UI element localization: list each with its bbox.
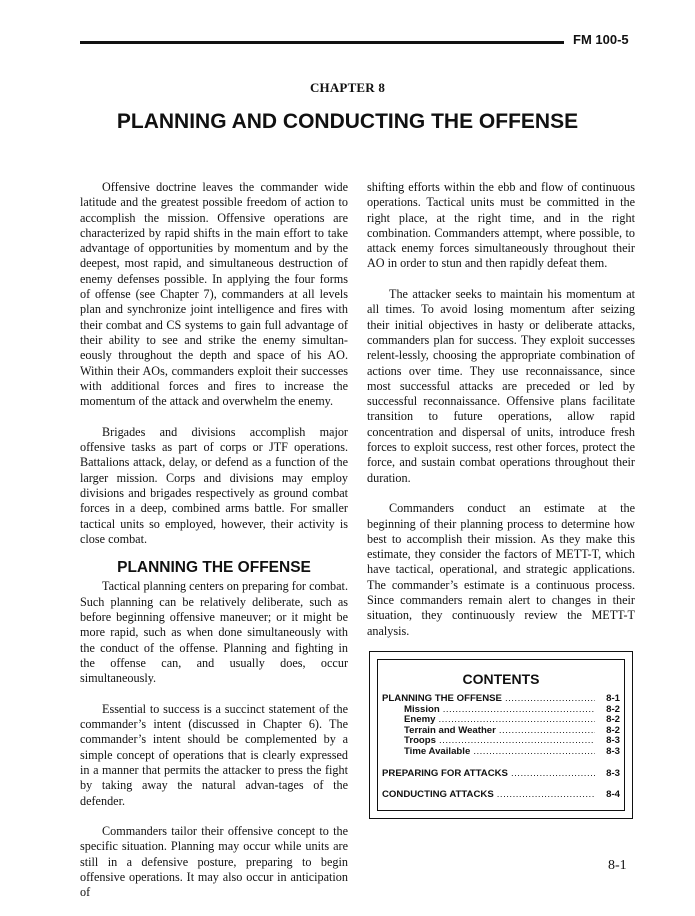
paragraph: Essential to success is a succinct statement of the commander’s intent (discussed in Chapter 6). The commander’s intent should be complemented by a simple concept of operations that is clearly expressed in a manner that permits the attacker to press the fight by taking away the natural advan-tages of the defender. <box>80 701 348 808</box>
toc-label: Enemy <box>404 714 436 726</box>
header-rule <box>80 41 564 44</box>
toc-label: Mission <box>404 703 440 715</box>
contents-title: CONTENTS <box>462 671 540 687</box>
table-of-contents <box>382 694 620 801</box>
toc-page: 8-3 <box>606 735 620 747</box>
toc-entry-planning[interactable] <box>382 694 620 705</box>
toc-entry-time[interactable] <box>382 747 620 758</box>
toc-page: 8-4 <box>606 789 620 801</box>
toc-leader-dots <box>499 726 595 737</box>
chapter-label: CHAPTER 8 <box>309 80 386 95</box>
toc-leader-dots <box>497 790 595 801</box>
toc-label: PREPARING FOR ATTACKS <box>382 767 508 779</box>
paragraph: shifting efforts within the ebb and flow of continuous operations. Tactical units must be committed in the right place, at the right time, and in the right combination. Commanders attempt, where possible, to attack enemy forces simultaneously throughout their AO in order to stun and then rapidly defeat them. <box>367 180 635 271</box>
toc-page: 8-3 <box>606 767 620 779</box>
toc-label: PLANNING THE OFFENSE <box>382 693 502 704</box>
toc-page: 8-1 <box>606 693 620 704</box>
toc-leader-dots <box>511 769 595 780</box>
toc-entry-conducting[interactable] <box>382 790 620 801</box>
toc-page: 8-2 <box>606 714 620 726</box>
paragraph: The attacker seeks to maintain his momentum at all times. To avoid losing momentum after seizing their initial objectives in hasty or deliberate attacks, commanders plan for success. They exploit successes relent-lessly, choosing the appropriate combination of actions over time. They use reconnaissance, since most successful attacks are preceded or led by successful reconnaissance. Offensive plans facilitate transition to future operations, allow rapid concentration and dispersal of units, introduce fresh forces to exploit success, rest other forces, protect the force, and sustain combat operations throughout their duration. <box>367 287 635 485</box>
page-number: 8-1 <box>608 858 627 873</box>
toc-leader-dots <box>473 747 595 758</box>
toc-label: Terrain and Weather <box>404 724 496 736</box>
toc-leader-dots <box>505 694 595 705</box>
toc-page: 8-2 <box>606 724 620 736</box>
paragraph: Offensive doctrine leaves the commander wide latitude and the greatest possible freedom of action to accomplish the mission. Offensive operations are characterized by rapid shifts in the main effort to take advantage of opportunities by momentum and by the deepest, most rapid, and simultaneous destruction of enemy defenses possible. In applying the four forms of offense (see Chapter 7), commanders at all levels plan and synchronize joint intelligence and fires with their combat and CS systems to gain full advantage of their ability to see and strike the enemy simultan-eously throughout the depth and space of his AO. Within their AOs, commanders exploit their successes with additional forces and fires to increase the momentum of the attack and overwhelm the enemy. <box>80 180 348 409</box>
paragraph: Commanders conduct an estimate at the beginning of their planning process to determine how best to accomplish their mission. As they make this estimate, they consider the factors of METT-T, which have tactical, operational, and strategic applications. The commander’s estimate is a continuous process. Since commanders remain alert to changes in their situation, they continuously review the METT-T analysis. <box>367 501 635 638</box>
chapter-title: PLANNING AND CONDUCTING THE OFFENSE <box>116 110 579 133</box>
left-column <box>80 180 348 916</box>
right-column <box>367 180 635 654</box>
manual-number: FM 100-5 <box>573 32 629 47</box>
toc-label: Troops <box>404 735 436 747</box>
toc-label: CONDUCTING ATTACKS <box>382 789 494 801</box>
toc-page: 8-2 <box>606 703 620 715</box>
paragraph: Brigades and divisions accomplish major offensive tasks as part of corps or JTF operations. Battalions attack, delay, or defend as a function of the larger mission. Corps and divisions may employ divisions and brigades respectively as ground combat forces in a deep, combined arms battle. For smaller tactical units so employed, however, their activity is close combat. <box>80 424 348 546</box>
contents-box <box>369 651 633 819</box>
toc-entry-preparing[interactable] <box>382 769 620 780</box>
paragraph: Commanders tailor their offensive concept to the specific situation. Planning may occur while units are still in a defensive posture, preparing to begin offensive operations. It may also occur in anticipation of <box>80 824 348 900</box>
paragraph: Tactical planning centers on preparing for combat. Such planning can be relatively deliberate, such as before beginning offensive maneuver; or it might be more rapid, such as when done simultaneously with the conduct of the offense. Planning and fighting in the offense can, and usually does, occur simultaneously. <box>80 579 348 686</box>
toc-label: Time Available <box>404 745 471 757</box>
toc-page: 8-3 <box>606 745 620 757</box>
section-heading: PLANNING THE OFFENSE <box>117 559 311 577</box>
toc-leader-dots <box>443 705 595 716</box>
toc-spacer <box>382 758 620 769</box>
